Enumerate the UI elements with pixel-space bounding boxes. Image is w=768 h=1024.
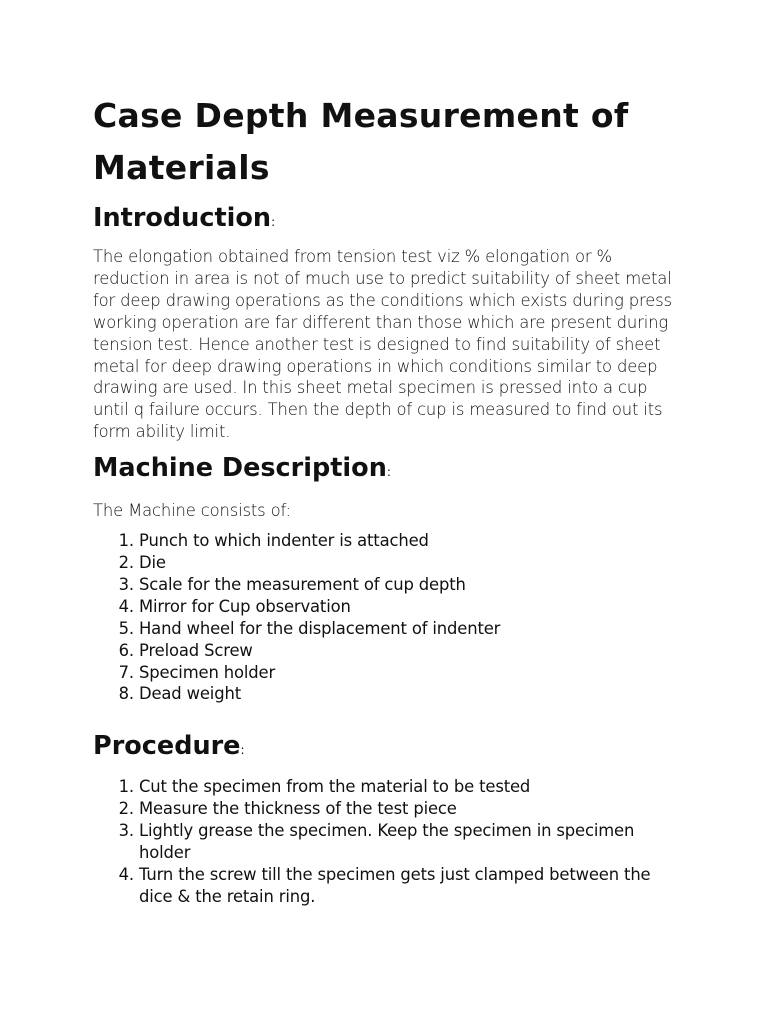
procedure-steps-list (93, 776, 683, 907)
machine-parts-list (93, 530, 683, 705)
list-item: 2. Measure the thickness of the test piece (139, 798, 683, 820)
section-heading-introduction (93, 201, 683, 239)
heading-text: Introduction (93, 203, 272, 233)
list-item: 6. Preload Screw (139, 640, 683, 662)
list-item: 2. Die (139, 552, 683, 574)
section-heading-procedure (93, 729, 683, 767)
list-item: 1. Cut the specimen from the material to be tested (139, 776, 683, 798)
heading-colon: : (386, 465, 391, 480)
list-item: 1. Punch to which indenter is attached (139, 530, 683, 552)
list-item: 5. Hand wheel for the displacement of indenter (139, 618, 683, 640)
list-item: 7. Specimen holder (139, 662, 683, 684)
heading-text: Procedure (93, 731, 241, 762)
document-title: Case Depth Measurement of Materials (93, 96, 629, 187)
list-item: 4. Turn the screw till the specimen gets just clamped between the dice & the retain ring. (139, 864, 683, 908)
heading-colon: : (271, 215, 276, 229)
list-item: 4. Mirror for Cup observation (139, 596, 683, 618)
list-item: 3. Lightly grease the specimen. Keep the specimen in specimen holder (139, 820, 683, 864)
list-item: 8. Dead weight (139, 683, 683, 705)
machine-intro-text: The Machine consists of: (93, 501, 291, 521)
list-item: 3. Scale for the measurement of cup depth (139, 574, 683, 596)
heading-text: Machine Description (93, 453, 387, 484)
heading-colon: : (240, 743, 245, 758)
section-heading-machine-description (93, 451, 683, 489)
introduction-paragraph: The elongation obtained from tension test viz % elongation or % reduction in area is not of much use to predict suitability of sheet metal for deep drawing operations as the conditions which exists during press working operation are far different than those which are present during tension test. Hence another test is designed to find suitability of sheet metal for deep drawing operations in which conditions similar to deep drawing are used. In this sheet metal specimen is pressed into a cup until q failure occurs. Then the depth of cup is measured to find out its form ability limit. (93, 247, 672, 442)
document-page (93, 90, 683, 908)
